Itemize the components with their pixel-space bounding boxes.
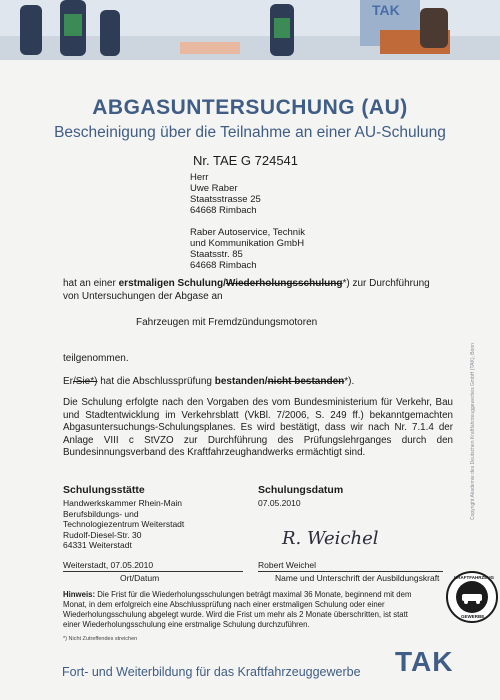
venue-line3: Technologiezentrum Weiterstadt: [63, 519, 185, 529]
repeat-training: Wiederholungsschulung: [225, 278, 343, 289]
exam-line: [63, 376, 354, 387]
signer-label: Name und Unterschrift der Ausbildungskraft: [275, 573, 440, 583]
exam-not-passed: nicht bestanden: [267, 376, 345, 387]
exam-slash: /: [264, 376, 268, 387]
company-line2: und Kommunikation GmbH: [190, 238, 305, 249]
exam-sie: /Sie*): [73, 376, 98, 387]
certificate-number: Nr. TAE G 724541: [193, 153, 299, 168]
first-training: erstmaligen Schulung: [118, 278, 224, 289]
footnote: *) Nicht Zutreffendes streichen: [63, 636, 138, 642]
place-date-line: [63, 571, 243, 572]
exam-middle: hat die Abschlussprüfung: [97, 376, 215, 387]
venue-heading: Schulungsstätte: [63, 484, 145, 496]
participation-line: [63, 278, 430, 289]
kfz-gewerbe-seal: [445, 570, 499, 624]
hint-label: Hinweis:: [63, 590, 96, 599]
date-heading: Schulungsdatum: [258, 484, 344, 496]
copyright-side-text: Copyright Akademie des Deutschen Kraftfahrzeuggewerbes GmbH (TAK), Bonn: [470, 343, 476, 520]
signature-line: [258, 571, 443, 572]
document-title: ABGASUNTERSUCHUNG (AU): [92, 96, 408, 119]
exam-er: Er: [63, 376, 73, 387]
header-illustration: [0, 0, 500, 60]
venue-line4: Rudolf-Diesel-Str. 30: [63, 529, 142, 540]
signature-handwriting: R. Weichel: [282, 528, 379, 549]
document-subtitle: Bescheinigung über die Teilnahme an einer AU-Schulung: [54, 124, 446, 141]
participant-city: 64668 Rimbach: [190, 205, 257, 216]
hint-body: Die Frist für die Wiederholungsschulungen beträgt maximal 36 Monate, beginnend mit dem Monat, in dem erfolgreich eine Abschlussprüfung nach einer erstmaligen Schulung oder einer Wiederholungsschulung abgelegt wurde. Wird die Frist um mehr als 2 Monate überschritten, ist statt einer Wiederholungsschulung eine erstmalige Schulung durchzuführen.: [63, 590, 412, 629]
header-drawing: [0, 0, 500, 60]
participation-slash: /: [223, 278, 226, 289]
company-line1: Raber Autoservice, Technik: [190, 227, 305, 238]
place-date: Weiterstadt, 07.05.2010: [63, 560, 154, 570]
participant-salutation: Herr: [190, 172, 209, 183]
legal-paragraph: Die Schulung erfolgte nach den Vorgaben des vom Bundesministerium für Verkehr, Bau und Stadtentwicklung im Verkehrsblatt (VkBl. 7/2006, S. 249 ff.) bekanntgemachten Abgasuntersuchungs-Schulungsplanes. Es wird bestätigt, dass wir nach Nr. 7.1.4 der Anlage VIII c StVZO zur Durchführung des Prüfungslehrganges durch den Bundesinnungsverband des Kraftfahrzeughandwerks ermächtigt sind.: [63, 397, 453, 458]
signer-name: Robert Weichel: [258, 560, 316, 570]
company-city: 64668 Rimbach: [190, 260, 257, 271]
participation-line2: von Untersuchungen der Abgase an: [63, 291, 223, 302]
participation-prefix: hat an einer: [63, 278, 119, 289]
participant-address: [190, 172, 261, 216]
vehicle-type: Fahrzeugen mit Fremdzündungsmotoren: [136, 317, 318, 328]
taken-part: teilgenommen.: [63, 353, 129, 364]
participant-street: Staatsstrasse 25: [190, 194, 261, 205]
tak-logo: TAK: [395, 646, 454, 677]
venue-line1: Handwerkskammer Rhein-Main: [63, 498, 183, 508]
exam-end: *).: [344, 376, 355, 387]
hint-text: [63, 590, 423, 630]
training-date: 07.05.2010: [258, 498, 301, 508]
company-street: Staatsstr. 85: [190, 249, 243, 260]
exam-passed: bestanden: [214, 376, 265, 387]
place-date-label: Ort/Datum: [120, 573, 160, 583]
participation-suffix: *) zur Durchführung: [342, 278, 430, 289]
venue-line5: 64331 Weiterstadt: [63, 540, 132, 550]
seal-top-text: KRAFTFAHRZEUG: [454, 575, 494, 580]
footer-tagline: Fort- und Weiterbildung für das Kraftfahrzeuggewerbe: [62, 665, 361, 679]
company-address: [190, 227, 305, 271]
venue-line2: Berufsbildungs- und: [63, 508, 139, 519]
header-logo-text: TAK: [372, 2, 400, 18]
participant-name: Uwe Raber: [190, 183, 238, 194]
venue-address: [63, 498, 184, 551]
seal-bottom-text: GEWERBE: [461, 614, 485, 619]
